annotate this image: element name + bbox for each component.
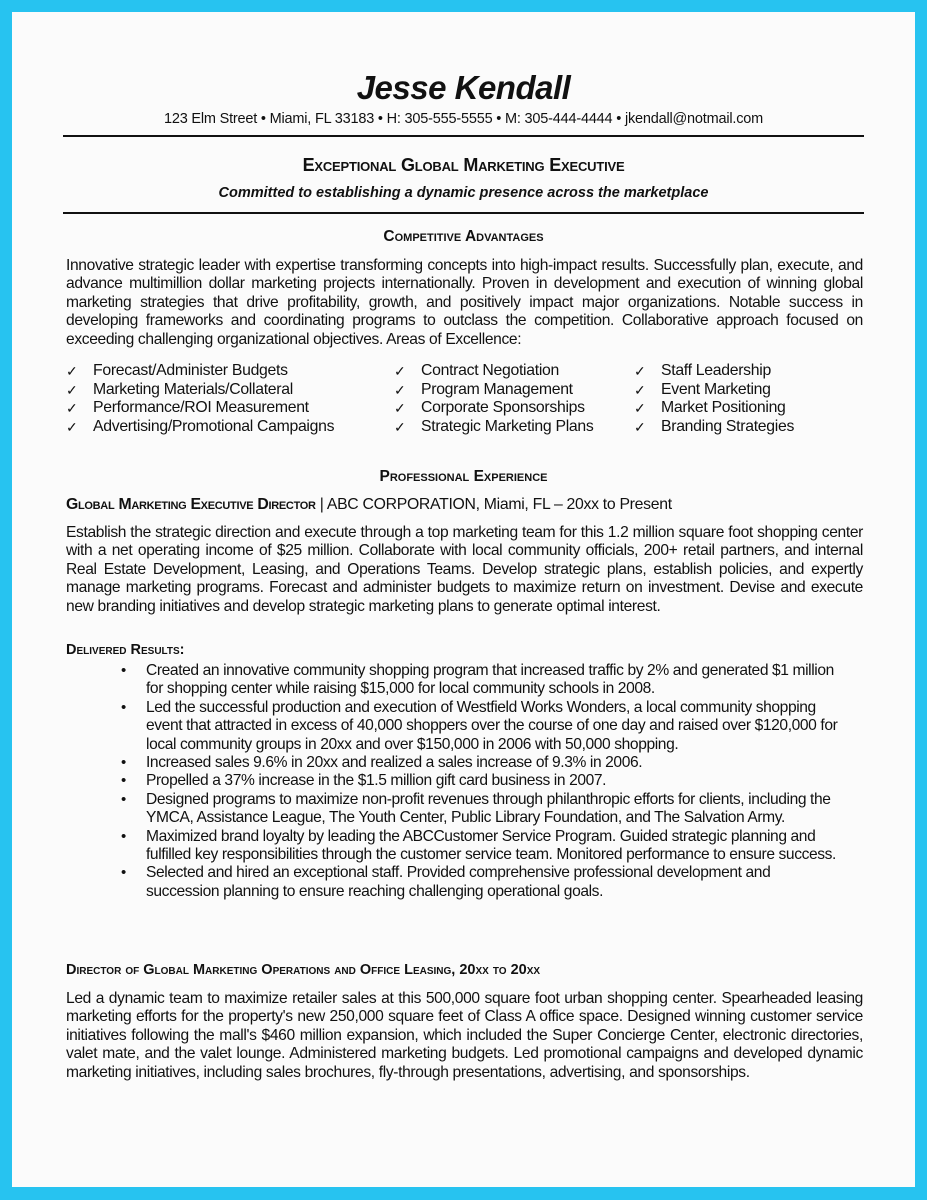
job1-company: ABC CORPORATION, Miami, FL – 20xx to Present bbox=[326, 496, 672, 513]
check-icon: ✓ bbox=[66, 381, 78, 398]
job1-separator: | bbox=[315, 496, 327, 513]
check-icon: ✓ bbox=[66, 418, 78, 435]
headline: Exceptional Global Marketing Executive bbox=[302, 155, 625, 175]
check-icon: ✓ bbox=[394, 363, 406, 379]
results-list bbox=[66, 662, 866, 901]
resume-page bbox=[12, 12, 915, 1187]
divider-top bbox=[63, 135, 864, 137]
result-item: • Designed programs to maximize non-profit revenues through philanthropic efforts for clients, including the YMCA, Assistance League, The Youth Center, Public Library Foundation, and The Salvation Army. bbox=[121, 790, 831, 827]
summary-paragraph: Innovative strategic leader with expertise transforming concepts into high-impact results. Successfully plan, execute, and advance multimillion dollar marketing projects internationally. Proven in development and execution of winning global marketing strategies that drive profitability, growth, and positively impact major organizations. Notable success in developing frameworks and coordinating programs to outclass the competition. Collaborative approach focused on exceeding challenging organizational objectives. Areas of Excellence: bbox=[66, 257, 863, 348]
job1-role: Global Marketing Executive Director bbox=[66, 496, 316, 513]
check-icon: ✓ bbox=[634, 363, 646, 379]
result-item: • Maximized brand loyalty by leading the ABCCustomer Service Program. Guided strategic planning and fulfilled key responsibilities through the customer service team. Monitored performance to ensure success. bbox=[121, 827, 836, 864]
check-icon: ✓ bbox=[634, 418, 646, 435]
bullet-icon: • bbox=[121, 772, 126, 790]
result-item: • Led the successful production and execution of Westfield Works Wonders, a local community shopping event that attracted in excess of 40,000 shoppers over the course of one day and raised over $120,000 for local community groups in 20xx and over $150,000 in 2006 with 50,000 shopping. bbox=[121, 698, 838, 753]
result-item: • Created an innovative community shopping program that increased traffic by 2% and generated $1 million for shopping center while raising $15,000 for local community schools in 2008. bbox=[121, 662, 834, 698]
section-title-competitive-advantages: Competitive Advantages bbox=[383, 228, 544, 245]
check-icon: ✓ bbox=[634, 381, 646, 398]
result-item: • Propelled a 37% increase in the $1.5 million gift card business in 2007. bbox=[121, 772, 607, 790]
check-icon: ✓ bbox=[66, 363, 78, 379]
check-icon: ✓ bbox=[394, 418, 406, 435]
section-title-professional-experience: Professional Experience bbox=[379, 468, 548, 485]
candidate-name: Jesse Kendall bbox=[356, 69, 571, 106]
job2-description: Led a dynamic team to maximize retailer sales at this 500,000 square foot urban shopping center. Spearheaded leasing marketing efforts for the property's new 250,000 square feet of Class A office space. Designed winning customer service initiatives following the mall's $460 million expansion, which included the Super Concierge Center, electronic directories, valet mate, and the valet lounge. Administered marketing budgets. Led promotional campaigns and developed dynamic marketing initiatives, including sales brochures, fly-through presentations, advertising, and sponsorships. bbox=[66, 990, 863, 1081]
bullet-icon: • bbox=[121, 827, 126, 845]
result-item: • Selected and hired an exceptional staff. Provided comprehensive professional development and succession planning to ensure reaching challenging operational goals. bbox=[121, 864, 771, 900]
divider-bottom bbox=[63, 212, 864, 214]
check-icon: ✓ bbox=[394, 400, 406, 417]
areas-of-excellence: ✓ Forecast/Administer Budgets ✓ Marketing Materials/Collateral ✓ Performance/ROI Measurement ✓ Advertising/Promotional Campaigns ✓ Contract Negotiation ✓ Program Management ✓ Corporate Sponsorships ✓ Strategic Marketing Plans ✓ Staff Leadership ✓ Event Marketing ✓ Market Positioning ✓ Branding Strategies bbox=[66, 362, 795, 435]
check-icon: ✓ bbox=[66, 400, 78, 417]
tagline: Committed to establishing a dynamic presence across the marketplace bbox=[218, 185, 709, 201]
bullet-icon: • bbox=[121, 790, 126, 808]
job1-description: Establish the strategic direction and execute through a top marketing team for this 1.2 million square foot shopping center with a net operating income of $25 million. Collaborate with local community officials, 200+ retail partners, and internal Real Estate Development, Leasing, and Operations Teams. Develop strategic plans, establish policies, and expertly manage marketing programs. Forecast and administer budgets to maximize return on investment. Devise and execute new branding initiatives and develop strategic marketing plans to generate optimal interest. bbox=[66, 524, 863, 615]
bullet-icon: • bbox=[121, 864, 126, 882]
check-icon: ✓ bbox=[394, 381, 406, 398]
bullet-icon: • bbox=[121, 662, 126, 679]
result-item: • Increased sales 9.6% in 20xx and realized a sales increase of 9.3% in 2006. bbox=[121, 754, 643, 772]
bullet-icon: • bbox=[121, 754, 126, 772]
check-icon: ✓ bbox=[634, 400, 646, 417]
job1-title bbox=[66, 496, 672, 514]
bullet-icon: • bbox=[121, 698, 126, 716]
contact-line: 123 Elm Street • Miami, FL 33183 • H: 305-555-5555 • M: 305-444-4444 • jkendall@notmail.com bbox=[163, 111, 763, 127]
delivered-results-label: Delivered Results: bbox=[66, 642, 185, 658]
job2-title: Director of Global Marketing Operations and Office Leasing, 20xx to 20xx bbox=[66, 962, 541, 978]
